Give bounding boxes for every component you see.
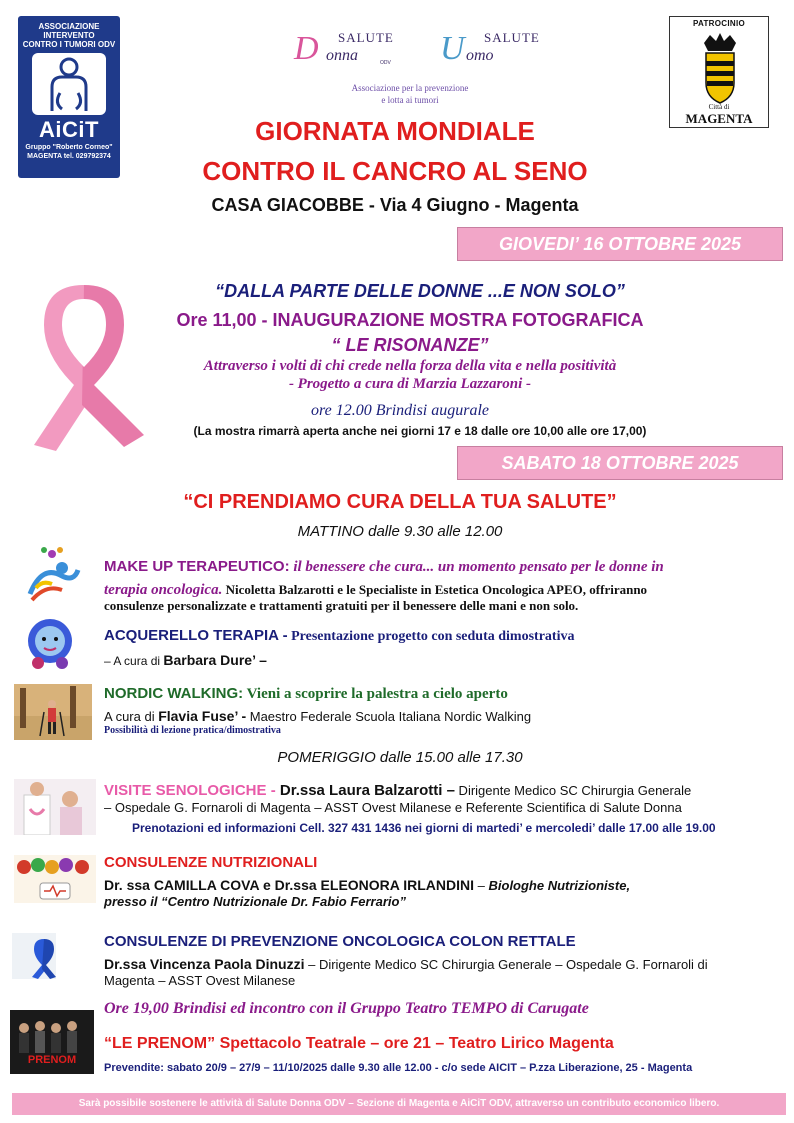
medical-visit-photo bbox=[14, 779, 96, 835]
nordic-sub: Vieni a scoprire la palestra a cielo aperto bbox=[243, 686, 508, 702]
main-title-line2: CONTRO IL CANCRO AL SENO bbox=[202, 156, 588, 186]
visite-booking-info: Prenotazioni ed informazioni Cell. 327 431 1436 nei giorni di martedi’ e mercoledi’ dalle 17.00 alle 19.00 bbox=[132, 821, 716, 835]
exhibition-subtitle: Attraverso i volti di chi crede nella forza della vita e nella positività bbox=[203, 358, 617, 374]
exhibition-opening-hours: (La mostra rimarrà aperta anche nei giorni 17 e 18 dalle ore 10,00 alle ore 17,00) bbox=[193, 424, 647, 438]
date-banner-saturday: SABATO 18 OTTOBRE 2025 bbox=[457, 446, 783, 480]
colon-title: CONSULENZE DI PREVENZIONE ONCOLOGICA COLON RETTALE bbox=[104, 933, 576, 950]
visite-title: VISITE SENOLOGICHE - bbox=[104, 782, 276, 799]
patrocinio-label: PATROCINIO bbox=[692, 19, 746, 28]
day1-quote: “DALLA PARTE DELLE DONNE ...E NON SOLO” bbox=[215, 281, 625, 301]
aicit-group: Gruppo "Roberto Corneo" bbox=[25, 144, 113, 151]
nutrition-food-photo bbox=[14, 855, 96, 903]
makeup-line2 bbox=[104, 582, 784, 599]
nordic-cura-desc: Maestro Federale Scuola Italiana Nordic Walking bbox=[246, 709, 532, 724]
afternoon-hours: POMERIGGIO dalle 15.00 alle 17.30 bbox=[277, 749, 523, 766]
salute-donna-word: onna bbox=[326, 47, 358, 64]
nutrizione-sep: – bbox=[474, 878, 489, 893]
assoc-line1: Associazione per la prevenzione bbox=[351, 83, 469, 93]
aicit-line1: ASSOCIAZIONE INTERVENTO bbox=[38, 22, 100, 40]
nutrizione-line2 bbox=[104, 877, 784, 893]
exhibition-curator: - Progetto a cura di Marzia Lazzaroni - bbox=[288, 376, 532, 392]
uomo-u-glyph: U bbox=[440, 30, 465, 67]
nordic-cura-name: Flavia Fuse’ - bbox=[158, 708, 247, 724]
main-title-line1: GIORNATA MONDIALE bbox=[255, 116, 535, 146]
acquerello-title: ACQUERELLO TERAPIA - bbox=[104, 627, 288, 644]
watercolor-face-icon bbox=[24, 615, 76, 673]
citta-label: Città di bbox=[708, 103, 730, 111]
colon-line2 bbox=[104, 956, 784, 972]
colon-doctor: Dr.ssa Vincenza Paola Dinuzzi bbox=[104, 956, 305, 972]
acquerello-line2 bbox=[104, 652, 784, 668]
nutrizione-doctors: Dr. ssa CAMILLA COVA e Dr.ssa ELEONORA IRLANDINI bbox=[104, 877, 475, 893]
nordic-cura-prefix: A cura di bbox=[104, 709, 159, 724]
toast-time: ore 12.00 Brindisi augurale bbox=[310, 402, 490, 419]
nordic-line2 bbox=[104, 708, 784, 724]
blue-ribbon-doctor-photo bbox=[12, 933, 96, 979]
colon-role1: – Dirigente Medico SC Chirurgia Generale – Ospedale G. Fornaroli di bbox=[304, 957, 708, 972]
makeup-sub2: terapia oncologica. bbox=[104, 582, 223, 598]
magenta-patrocinio bbox=[669, 16, 769, 128]
makeup-sub1: il benessere che cura... un momento pensato per le donne in bbox=[289, 559, 664, 575]
teatro-prevendite: Prevendite: sabato 20/9 – 27/9 – 11/10/2025 dalle 9.30 alle 12.00 - c/o sede AICIT – P.zza Liberazione, 25 - Magenta bbox=[104, 1062, 693, 1074]
salute-donna-top: SALUTE bbox=[338, 30, 394, 45]
nutrizione-place: presso il “Centro Nutrizionale Dr. Fabio Ferrario” bbox=[104, 894, 406, 909]
acquerello-cura-prefix: – A cura di bbox=[104, 654, 164, 668]
makeup-line1 bbox=[104, 558, 784, 576]
nordic-walking-photo bbox=[14, 684, 92, 740]
makeup-title: MAKE UP TERAPEUTICO: bbox=[104, 558, 290, 575]
makeup-figure-icon bbox=[22, 544, 82, 606]
nutrizione-title: CONSULENZE NUTRIZIONALI bbox=[104, 854, 318, 871]
magenta-label: MAGENTA bbox=[685, 111, 753, 126]
footer-banner: Sarà possibile sostenere le attività di Salute Donna ODV – Sezione di Magenta e AiCiT ODV, attraverso un contributo economico libero. bbox=[12, 1093, 786, 1115]
acquerello-sub: Presentazione progetto con seduta dimostrativa bbox=[287, 629, 575, 644]
salute-donna-odv: ODV bbox=[380, 60, 391, 66]
person-icon bbox=[32, 53, 106, 115]
salute-uomo-word: omo bbox=[466, 47, 494, 64]
acquerello-line1 bbox=[104, 627, 784, 645]
association-tagline bbox=[330, 82, 490, 106]
inauguration-line: Ore 11,00 - INAUGURAZIONE MOSTRA FOTOGRAFICA bbox=[176, 310, 644, 330]
poster-title: PRENOM bbox=[27, 1054, 77, 1066]
salute-uomo-top: SALUTE bbox=[484, 30, 540, 45]
visite-role1: Dirigente Medico SC Chirurgia Generale bbox=[454, 783, 692, 798]
aicit-name: AiCiT bbox=[39, 117, 99, 142]
salute-donna-logo bbox=[290, 26, 400, 74]
makeup-desc1: Nicoletta Balzarotti e le Specialiste in Estetica Oncologica APEO bbox=[222, 582, 583, 597]
salute-uomo-logo bbox=[436, 26, 546, 74]
acquerello-cura-name: Barbara Dure’ – bbox=[163, 652, 267, 668]
aicit-line2: CONTRO I TUMORI ODV bbox=[22, 40, 116, 49]
colon-role2: Magenta – ASST Ovest Milanese bbox=[104, 973, 296, 988]
event-location: CASA GIACOBBE - Via 4 Giugno - Magenta bbox=[211, 195, 579, 215]
makeup-desc1b: , offriranno bbox=[582, 582, 648, 597]
theater-poster bbox=[10, 1010, 94, 1074]
visite-line1 bbox=[104, 782, 784, 799]
nutrizione-role: Biologhe Nutrizioniste, bbox=[488, 878, 631, 893]
exhibition-title: “ LE RISONANZE” bbox=[331, 335, 489, 355]
visite-role2: – Ospedale G. Fornaroli di Magenta – ASST Ovest Milanese e Referente Scientifica di Salute Donna bbox=[104, 800, 682, 815]
nordic-line1 bbox=[104, 685, 784, 703]
aicit-tel: MAGENTA tel. 029792374 bbox=[27, 153, 111, 160]
aicit-logo bbox=[18, 16, 120, 178]
day2-quote: “CI PRENDIAMO CURA DELLA TUA SALUTE” bbox=[183, 491, 617, 513]
nordic-note: Possibilità di lezione pratica/dimostrativa bbox=[104, 725, 281, 736]
donna-d-glyph: D bbox=[294, 30, 319, 67]
assoc-line2: e lotta ai tumori bbox=[381, 95, 439, 105]
makeup-desc2: consulenze personalizzate e trattamenti gratuiti per il benessere delle mani e non solo. bbox=[104, 598, 579, 613]
magenta-crest-icon bbox=[700, 33, 740, 105]
teatro-brindisi: Ore 19,00 Brindisi ed incontro con il Gruppo Teatro TEMPO di Carugate bbox=[104, 1000, 589, 1017]
nordic-title: NORDIC WALKING: bbox=[104, 685, 244, 702]
teatro-spettacolo: “LE PRENOM” Spettacolo Teatrale – ore 21 – Teatro Lirico Magenta bbox=[104, 1035, 614, 1052]
date-banner-thursday: GIOVEDI’ 16 OTTOBRE 2025 bbox=[457, 227, 783, 261]
morning-hours: MATTINO dalle 9.30 alle 12.00 bbox=[297, 523, 503, 540]
visite-doctor: Dr.ssa Laura Balzarotti – bbox=[275, 782, 455, 799]
